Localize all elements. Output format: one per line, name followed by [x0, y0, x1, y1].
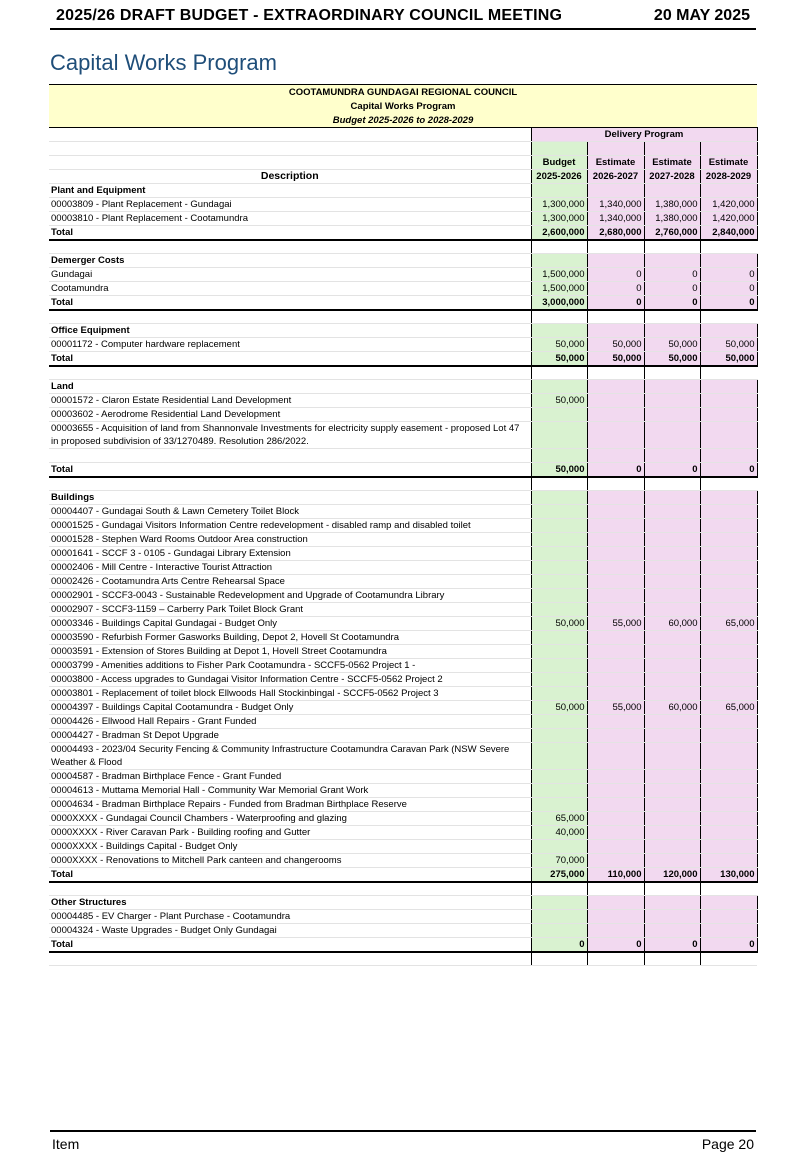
- row-description: 0000XXXX - River Caravan Park - Building roofing and Gutter: [49, 826, 531, 840]
- row-value: [587, 840, 644, 854]
- row-value: [587, 533, 644, 547]
- row-value: [531, 631, 587, 645]
- row-value: [531, 519, 587, 533]
- section-heading-row: [49, 324, 757, 338]
- row-value: [531, 547, 587, 561]
- row-value: [587, 910, 644, 924]
- header-date: 20 MAY 2025: [653, 7, 750, 24]
- row-value: [531, 798, 587, 812]
- row-value: [644, 673, 700, 687]
- row-value: [644, 547, 700, 561]
- section-heading-row: [49, 184, 757, 198]
- spacer-row: [49, 477, 757, 491]
- row-description: 0000XXXX - Renovations to Mitchell Park canteen and changerooms: [49, 854, 531, 868]
- row-value: 65,000: [700, 617, 757, 631]
- row-value: [587, 561, 644, 575]
- section-title: Office Equipment: [49, 324, 531, 338]
- row-value: 65,000: [700, 701, 757, 715]
- row-value: [531, 603, 587, 617]
- row-value: 1,340,000: [587, 212, 644, 226]
- row-value: 1,420,000: [700, 212, 757, 226]
- page-footer: [50, 1130, 756, 1152]
- row-value: 1,420,000: [700, 198, 757, 212]
- row-value: [644, 826, 700, 840]
- row-description: 00003591 - Extension of Stores Building at Depot 1, Hovell Street Cootamundra: [49, 645, 531, 659]
- spacer-row: [49, 310, 757, 324]
- row-description: 00004397 - Buildings Capital Cootamundra - Budget Only: [49, 701, 531, 715]
- page-header: [50, 0, 756, 30]
- row-value: [644, 784, 700, 798]
- row-value: [700, 547, 757, 561]
- council-name: COOTAMUNDRA GUNDAGAI REGIONAL COUNCIL: [49, 85, 757, 100]
- col-year: 2026-2027: [587, 170, 644, 184]
- row-description: 00004587 - Bradman Birthplace Fence - Grant Funded: [49, 770, 531, 784]
- table-row: [49, 561, 757, 575]
- row-value: [531, 659, 587, 673]
- section-title: Plant and Equipment: [49, 184, 531, 198]
- total-row: [49, 463, 757, 478]
- row-value: 40,000: [531, 826, 587, 840]
- row-value: [700, 533, 757, 547]
- total-value: 50,000: [700, 352, 757, 367]
- row-value: [587, 631, 644, 645]
- col-year: 2025-2026: [531, 170, 587, 184]
- table-row: [49, 589, 757, 603]
- total-value: 0: [531, 938, 587, 953]
- table-row: [49, 547, 757, 561]
- row-value: [700, 659, 757, 673]
- program-name: Capital Works Program: [49, 99, 757, 113]
- row-description: 00004427 - Bradman St Depot Upgrade: [49, 729, 531, 743]
- row-value: [700, 394, 757, 408]
- row-value: [700, 812, 757, 826]
- total-value: 110,000: [587, 868, 644, 883]
- table-row: [49, 282, 757, 296]
- row-description: 00001172 - Computer hardware replacement: [49, 338, 531, 352]
- row-value: 0: [644, 282, 700, 296]
- total-value: 0: [587, 938, 644, 953]
- row-value: 0: [644, 268, 700, 282]
- row-description: 00004407 - Gundagai South & Lawn Cemetery Toilet Block: [49, 505, 531, 519]
- table-row: [49, 770, 757, 784]
- row-value: 60,000: [644, 701, 700, 715]
- total-value: 3,000,000: [531, 296, 587, 311]
- row-value: [587, 659, 644, 673]
- row-value: [700, 743, 757, 770]
- total-value: 2,600,000: [531, 226, 587, 241]
- total-value: 275,000: [531, 868, 587, 883]
- total-row: [49, 296, 757, 311]
- row-description: Cootamundra: [49, 282, 531, 296]
- row-value: [587, 603, 644, 617]
- col-estimate-label: Estimate: [700, 156, 757, 170]
- row-value: [644, 631, 700, 645]
- spacer-row: [49, 366, 757, 380]
- row-value: [644, 394, 700, 408]
- row-value: [531, 715, 587, 729]
- total-value: 0: [700, 938, 757, 953]
- row-value: [587, 547, 644, 561]
- row-value: [700, 826, 757, 840]
- section-title: Demerger Costs: [49, 254, 531, 268]
- row-description: 00003800 - Access upgrades to Gundagai Visitor Information Centre - SCCF5-0562 Project 2: [49, 673, 531, 687]
- total-value: 2,680,000: [587, 226, 644, 241]
- row-value: 50,000: [644, 338, 700, 352]
- row-value: [587, 575, 644, 589]
- table-row: [49, 715, 757, 729]
- col-year: 2027-2028: [644, 170, 700, 184]
- total-value: 2,760,000: [644, 226, 700, 241]
- row-value: [700, 729, 757, 743]
- total-label: Total: [49, 296, 531, 311]
- row-value: 50,000: [531, 338, 587, 352]
- table-row: [49, 268, 757, 282]
- row-value: [644, 505, 700, 519]
- row-value: [531, 645, 587, 659]
- row-value: [644, 770, 700, 784]
- row-value: [531, 687, 587, 701]
- table-row: [49, 338, 757, 352]
- table-row: [49, 784, 757, 798]
- capital-works-table: [49, 84, 758, 966]
- row-description: 00003810 - Plant Replacement - Cootamundra: [49, 212, 531, 226]
- row-description: [49, 449, 531, 463]
- table-row: [49, 840, 757, 854]
- row-description: 00001641 - SCCF 3 - 0105 - Gundagai Library Extension: [49, 547, 531, 561]
- row-value: [644, 729, 700, 743]
- row-value: [587, 924, 644, 938]
- row-value: [587, 798, 644, 812]
- row-value: [531, 743, 587, 770]
- row-value: [644, 910, 700, 924]
- row-description: 00003346 - Buildings Capital Gundagai - Budget Only: [49, 617, 531, 631]
- table-row: [49, 924, 757, 938]
- row-value: [644, 840, 700, 854]
- row-value: [587, 770, 644, 784]
- header-title: 2025/26 DRAFT BUDGET - EXTRAORDINARY COUNCIL MEETING: [56, 7, 563, 24]
- spacer-row: [49, 952, 757, 966]
- row-value: [587, 715, 644, 729]
- row-value: [700, 575, 757, 589]
- row-description: 00002901 - SCCF3-0043 - Sustainable Redevelopment and Upgrade of Cootamundra Library: [49, 589, 531, 603]
- table-row: [49, 603, 757, 617]
- row-description: 00002406 - Mill Centre - Interactive Tourist Attraction: [49, 561, 531, 575]
- row-value: 50,000: [531, 617, 587, 631]
- row-value: [531, 533, 587, 547]
- table-row: [49, 505, 757, 519]
- budget-period: Budget 2025-2026 to 2028-2029: [49, 113, 757, 128]
- total-value: 130,000: [700, 868, 757, 883]
- row-description: 00003602 - Aerodrome Residential Land Development: [49, 408, 531, 422]
- table-row: [49, 826, 757, 840]
- col-estimate-label: Estimate: [644, 156, 700, 170]
- row-value: 50,000: [700, 338, 757, 352]
- row-description: 00003655 - Acquisition of land from Shannonvale Investments for electricity supply easement - proposed Lot 47 in proposed subdivision of 33/1270489. Resolution 286/2022.: [49, 422, 531, 449]
- header-row-spacer: [49, 142, 757, 156]
- row-value: [587, 729, 644, 743]
- table-row: [49, 673, 757, 687]
- row-value: [531, 408, 587, 422]
- total-row: [49, 938, 757, 953]
- section-heading-row: [49, 254, 757, 268]
- total-row: [49, 226, 757, 241]
- total-value: 0: [644, 463, 700, 478]
- total-label: Total: [49, 226, 531, 241]
- row-value: [700, 449, 757, 463]
- row-value: 65,000: [531, 812, 587, 826]
- row-value: [700, 770, 757, 784]
- table-row: [49, 422, 757, 449]
- section-title: Land: [49, 380, 531, 394]
- spacer-row: [49, 882, 757, 896]
- row-value: [531, 784, 587, 798]
- row-value: [700, 854, 757, 868]
- row-description: 00001572 - Claron Estate Residential Land Development: [49, 394, 531, 408]
- table-row: [49, 212, 757, 226]
- row-value: [700, 715, 757, 729]
- row-value: [587, 812, 644, 826]
- col-description: Description: [49, 170, 531, 184]
- row-value: [587, 687, 644, 701]
- total-value: 0: [587, 463, 644, 478]
- row-value: 1,300,000: [531, 198, 587, 212]
- row-value: [531, 673, 587, 687]
- row-value: [644, 924, 700, 938]
- total-value: 120,000: [644, 868, 700, 883]
- row-value: [531, 575, 587, 589]
- table-title-row: [49, 99, 757, 113]
- table-row: [49, 449, 757, 463]
- row-value: [700, 673, 757, 687]
- table-row: [49, 798, 757, 812]
- row-value: [587, 673, 644, 687]
- total-value: 50,000: [531, 463, 587, 478]
- row-value: [531, 924, 587, 938]
- delivery-program-label: Delivery Program: [531, 128, 757, 142]
- row-value: 55,000: [587, 617, 644, 631]
- row-value: 1,340,000: [587, 198, 644, 212]
- row-description: 00004426 - Ellwood Hall Repairs - Grant Funded: [49, 715, 531, 729]
- row-value: [587, 826, 644, 840]
- row-value: [587, 449, 644, 463]
- row-value: [531, 910, 587, 924]
- row-value: [531, 589, 587, 603]
- row-value: 1,300,000: [531, 212, 587, 226]
- row-value: [700, 645, 757, 659]
- row-value: [700, 924, 757, 938]
- row-value: [587, 589, 644, 603]
- page-title: Capital Works Program: [50, 50, 277, 75]
- row-value: 0: [700, 268, 757, 282]
- section-title: Buildings: [49, 491, 531, 505]
- table-row: [49, 394, 757, 408]
- row-value: 1,380,000: [644, 212, 700, 226]
- row-value: 50,000: [531, 394, 587, 408]
- row-description: Gundagai: [49, 268, 531, 282]
- total-label: Total: [49, 463, 531, 478]
- section-heading-row: [49, 380, 757, 394]
- table-row: [49, 198, 757, 212]
- row-value: [700, 798, 757, 812]
- row-value: [587, 854, 644, 868]
- table-row: [49, 854, 757, 868]
- row-value: [644, 812, 700, 826]
- row-value: [644, 519, 700, 533]
- row-value: [700, 519, 757, 533]
- table-row: [49, 701, 757, 715]
- row-description: 00003590 - Refurbish Former Gasworks Building, Depot 2, Hovell St Cootamundra: [49, 631, 531, 645]
- row-value: [644, 533, 700, 547]
- row-value: [700, 589, 757, 603]
- row-value: [531, 449, 587, 463]
- row-value: [587, 422, 644, 449]
- table-row: [49, 408, 757, 422]
- total-row: [49, 352, 757, 367]
- row-value: [587, 408, 644, 422]
- row-value: [644, 659, 700, 673]
- row-value: [587, 394, 644, 408]
- table-row: [49, 910, 757, 924]
- row-value: [531, 505, 587, 519]
- table-row: [49, 631, 757, 645]
- row-description: 00002426 - Cootamundra Arts Centre Rehearsal Space: [49, 575, 531, 589]
- row-value: [700, 784, 757, 798]
- row-value: 0: [700, 282, 757, 296]
- row-description: 00004613 - Muttama Memorial Hall - Community War Memorial Grant Work: [49, 784, 531, 798]
- row-value: [644, 589, 700, 603]
- row-description: 00002907 - SCCF3-1159 – Carberry Park Toilet Block Grant: [49, 603, 531, 617]
- row-value: 1,500,000: [531, 268, 587, 282]
- row-value: [531, 561, 587, 575]
- row-description: 00003799 - Amenities additions to Fisher Park Cootamundra - SCCF5-0562 Project 1 -: [49, 659, 531, 673]
- row-description: 0000XXXX - Gundagai Council Chambers - Waterproofing and glazing: [49, 812, 531, 826]
- row-value: [700, 505, 757, 519]
- row-value: [531, 840, 587, 854]
- total-value: 0: [587, 296, 644, 311]
- total-label: Total: [49, 352, 531, 367]
- row-value: 1,500,000: [531, 282, 587, 296]
- table-row: [49, 659, 757, 673]
- total-label: Total: [49, 938, 531, 953]
- row-description: 00003801 - Replacement of toilet block Ellwoods Hall Stockinbingal - SCCF5-0562 Project 3: [49, 687, 531, 701]
- row-value: 55,000: [587, 701, 644, 715]
- table-row: [49, 519, 757, 533]
- row-value: [587, 743, 644, 770]
- row-value: [587, 784, 644, 798]
- col-budget-label: Budget: [531, 156, 587, 170]
- row-value: [644, 854, 700, 868]
- row-value: [587, 519, 644, 533]
- row-description: 00004634 - Bradman Birthplace Repairs - Funded from Bradman Birthplace Reserve: [49, 798, 531, 812]
- row-value: 50,000: [587, 338, 644, 352]
- row-value: 0: [587, 268, 644, 282]
- header-row-2: [49, 170, 757, 184]
- table-row: [49, 533, 757, 547]
- table-row: [49, 645, 757, 659]
- row-value: [587, 505, 644, 519]
- row-value: 60,000: [644, 617, 700, 631]
- row-description: 00001528 - Stephen Ward Rooms Outdoor Area construction: [49, 533, 531, 547]
- row-value: [700, 631, 757, 645]
- row-description: 00004485 - EV Charger - Plant Purchase - Cootamundra: [49, 910, 531, 924]
- row-value: [644, 422, 700, 449]
- row-value: [700, 840, 757, 854]
- row-value: [700, 561, 757, 575]
- section-heading-row: [49, 491, 757, 505]
- footer-item: Item: [52, 1136, 80, 1152]
- row-description: 0000XXXX - Buildings Capital - Budget Only: [49, 840, 531, 854]
- row-value: [644, 645, 700, 659]
- delivery-program-row: [49, 128, 757, 142]
- row-value: [700, 910, 757, 924]
- table-row: [49, 575, 757, 589]
- row-value: [531, 422, 587, 449]
- row-value: [644, 408, 700, 422]
- header-row-1: [49, 156, 757, 170]
- col-estimate-label: Estimate: [587, 156, 644, 170]
- table-row: [49, 743, 757, 770]
- section-heading-row: [49, 896, 757, 910]
- row-value: 70,000: [531, 854, 587, 868]
- total-value: 0: [700, 463, 757, 478]
- row-value: [531, 770, 587, 784]
- section-title: Other Structures: [49, 896, 531, 910]
- table-title-row: [49, 85, 757, 100]
- row-value: [700, 408, 757, 422]
- row-value: [644, 743, 700, 770]
- row-value: 50,000: [531, 701, 587, 715]
- row-description: 00001525 - Gundagai Visitors Information Centre redevelopment - disabled ramp and disabled toilet: [49, 519, 531, 533]
- row-value: [531, 729, 587, 743]
- page-number: Page 20: [701, 1136, 754, 1152]
- total-value: 0: [644, 296, 700, 311]
- total-value: 50,000: [587, 352, 644, 367]
- table-row: [49, 812, 757, 826]
- row-value: [700, 422, 757, 449]
- row-value: [700, 603, 757, 617]
- row-value: [644, 715, 700, 729]
- row-value: [644, 603, 700, 617]
- row-description: 00003809 - Plant Replacement - Gundagai: [49, 198, 531, 212]
- row-value: [587, 645, 644, 659]
- total-value: 0: [700, 296, 757, 311]
- total-value: 50,000: [531, 352, 587, 367]
- row-value: [644, 687, 700, 701]
- row-value: [644, 449, 700, 463]
- col-year: 2028-2029: [700, 170, 757, 184]
- row-description: 00004493 - 2023/04 Security Fencing & Community Infrastructure Cootamundra Caravan Park (NSW Severe Weather & Flood: [49, 743, 531, 770]
- row-value: 0: [587, 282, 644, 296]
- total-value: 0: [644, 938, 700, 953]
- row-value: [644, 798, 700, 812]
- table-row: [49, 687, 757, 701]
- spacer-row: [49, 240, 757, 254]
- table-title-row: [49, 113, 757, 128]
- total-label: Total: [49, 868, 531, 883]
- total-value: 50,000: [644, 352, 700, 367]
- total-value: 2,840,000: [700, 226, 757, 241]
- table-row: [49, 729, 757, 743]
- row-value: [644, 561, 700, 575]
- row-value: [700, 687, 757, 701]
- total-row: [49, 868, 757, 883]
- table-row: [49, 617, 757, 631]
- row-value: [644, 575, 700, 589]
- row-value: 1,380,000: [644, 198, 700, 212]
- row-description: 00004324 - Waste Upgrades - Budget Only Gundagai: [49, 924, 531, 938]
